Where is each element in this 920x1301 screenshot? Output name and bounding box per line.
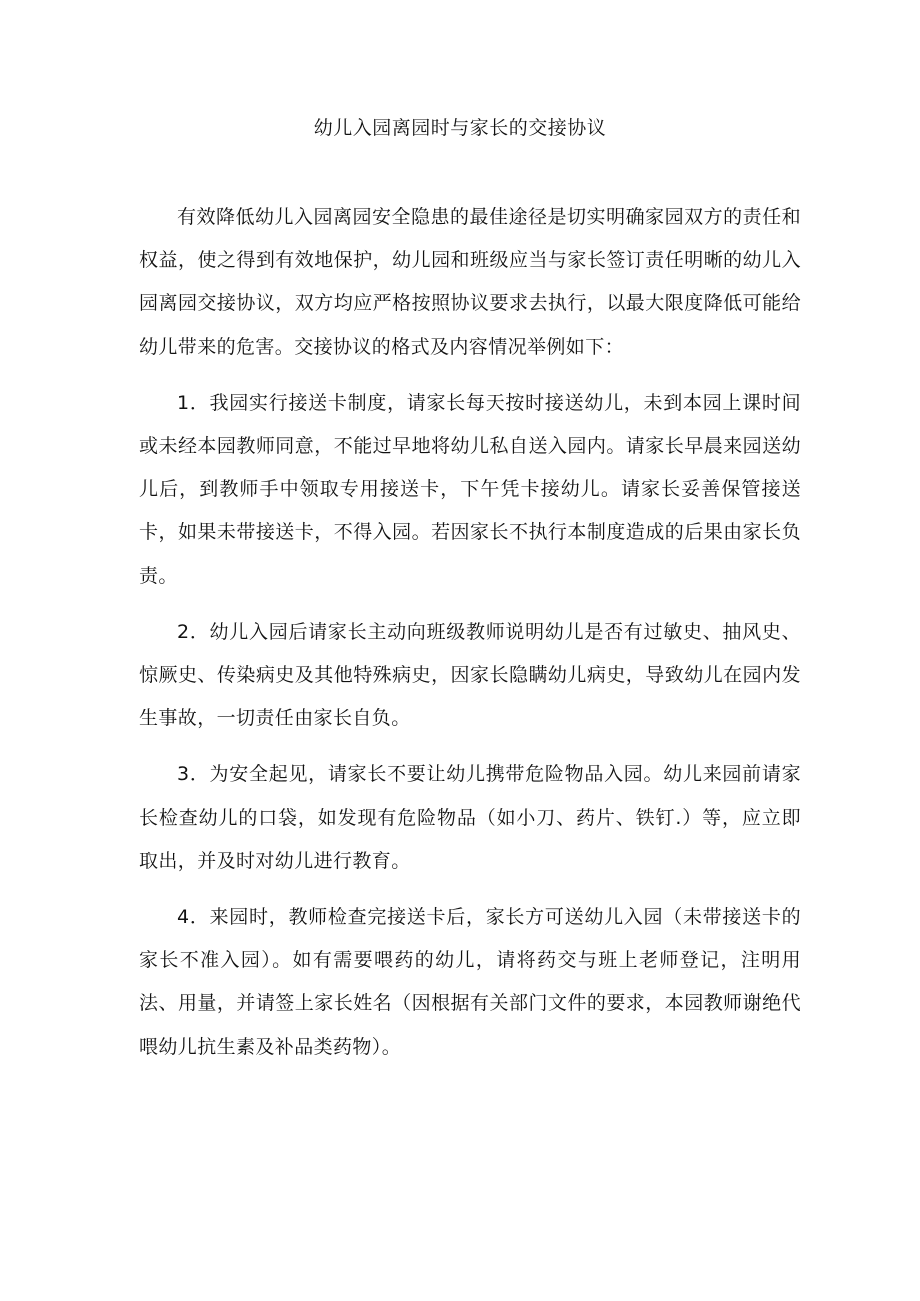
clause-4-paragraph: 4．来园时，教师检查完接送卡后，家长方可送幼儿入园（未带接送卡的家长不准入园）。如有需要喂药的幼儿，请将药交与班上老师登记，注明用法、用量，并请签上家长姓名（因根据有关部门文件的要求，本园教师谢绝代喂幼儿抗生素及补品类药物）。 [139,906,801,1058]
clause-3-paragraph: 3．为安全起见，请家长不要让幼儿携带危险物品入园。幼儿来园前请家长检查幼儿的口袋，如发现有危险物品（如小刀、药片、铁钉.）等，应立即取出，并及时对幼儿进行教育。 [139,763,801,872]
document-title: 幼儿入园离园时与家长的交接协议 [313,117,607,139]
document-body [139,196,801,1082]
clause-2-paragraph: 2．幼儿入园后请家长主动向班级教师说明幼儿是否有过敏史、抽风史、惊厥史、传染病史及其他特殊病史，因家长隐瞒幼儿病史，导致幼儿在园内发生事故，一切责任由家长自负。 [139,620,801,730]
intro-paragraph: 有效降低幼儿入园离园安全隐患的最佳途径是切实明确家园双方的责任和权益，使之得到有效地保护，幼儿园和班级应当与家长签订责任明晰的幼儿入园离园交接协议，双方均应严格按照协议要求去执行，以最大限度降低可能给幼儿带来的危害。交接协议的格式及内容情况举例如下： [139,206,801,358]
clause-1-paragraph: 1．我园实行接送卡制度，请家长每天按时接送幼儿，未到本园上课时间或未经本园教师同意，不能过早地将幼儿私自送入园内。请家长早晨来园送幼儿后，到教师手中领取专用接送卡，下午凭卡接幼儿。请家长妥善保管接送卡，如果未带接送卡，不得入园。若因家长不执行本制度造成的后果由家长负责。 [139,391,801,587]
